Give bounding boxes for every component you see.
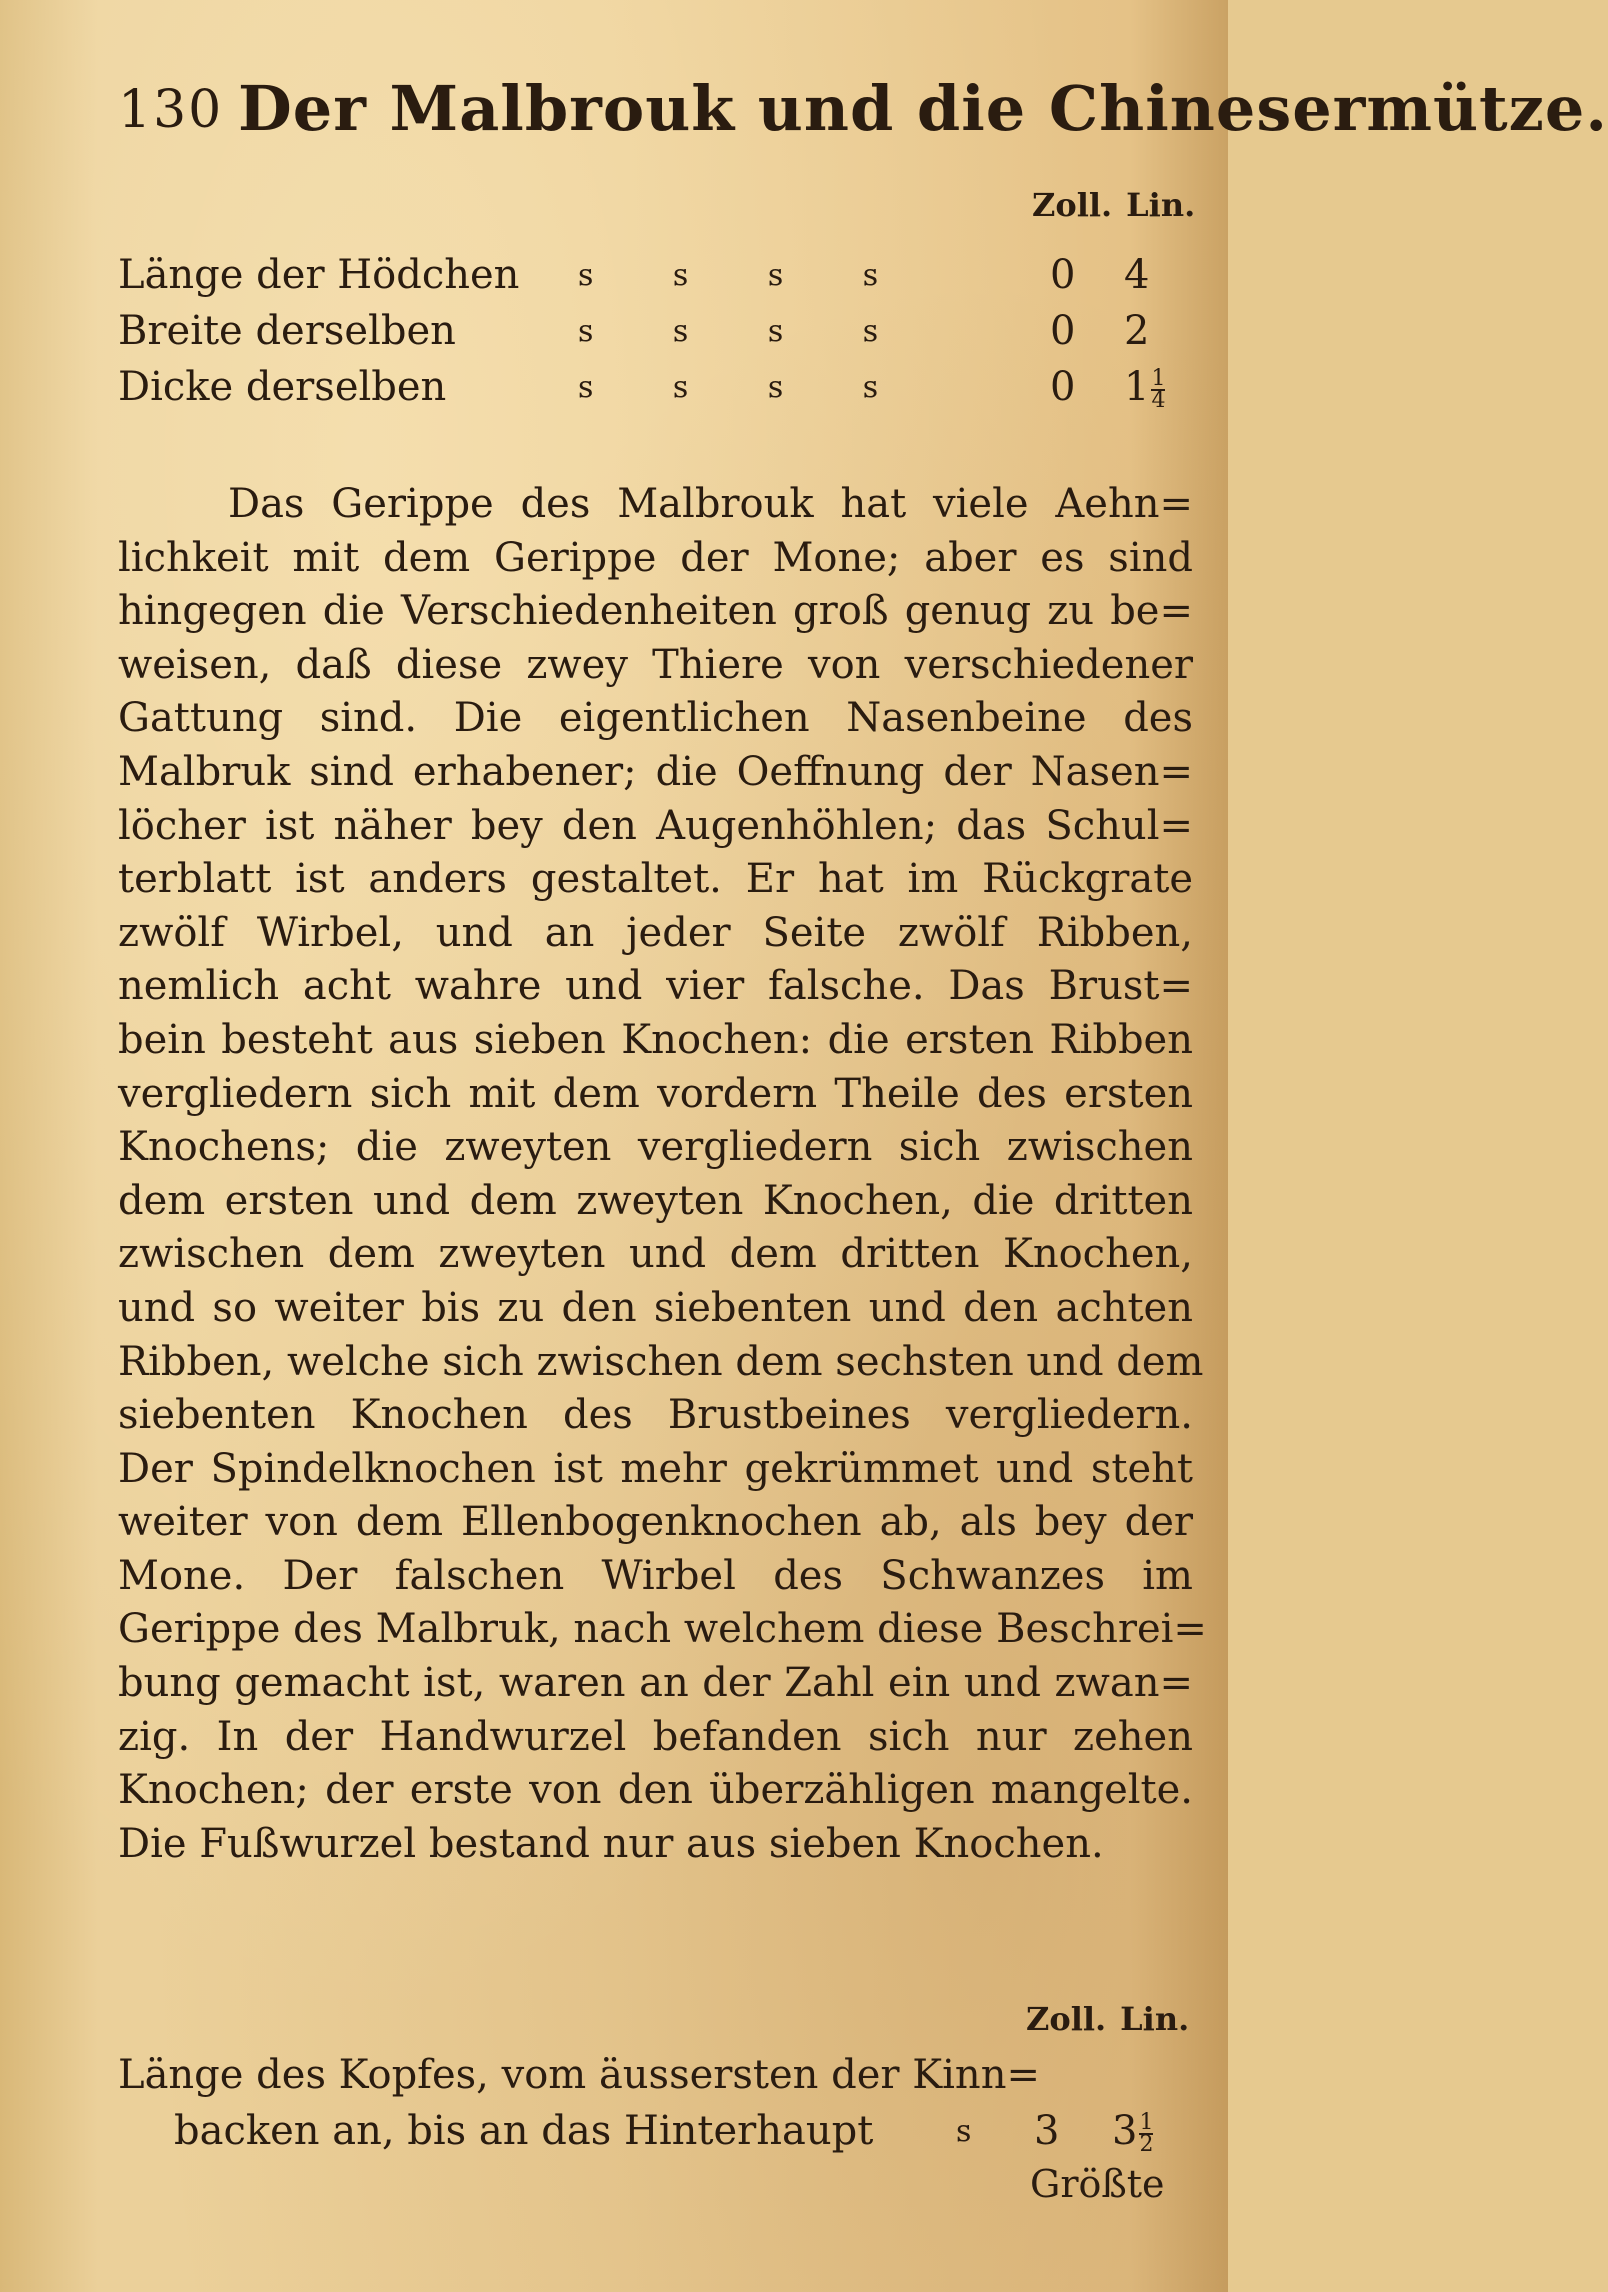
text-line: dem ersten und dem zweyten Knochen, die dritten [118,1177,1193,1224]
measurement-zoll: 3 [1034,2108,1060,2154]
text-line: Gerippe des Malbruk, nach welchem diese Beschrei= [118,1606,1207,1653]
measurement-label: Länge des Kopfes, vom äussersten der Kinn= [118,2052,1040,2098]
measurement-zoll: 0 [1050,252,1076,298]
catchword: Größte [1030,2162,1165,2206]
measurement-lin [1124,308,1149,354]
leader-dot: ꜱ [956,2114,972,2149]
unit-zoll: Zoll. [1026,2000,1107,2038]
fraction-denominator: 4 [1151,388,1166,413]
leader-dots: ꜱ ꜱ ꜱ ꜱ [578,370,879,405]
measurement-label: Länge der Hödchen [118,252,520,298]
running-head: Der Malbrouk und die Chinesermütze. [238,72,1608,145]
measurement-table-1 [118,252,1198,420]
measurement-row [118,308,1198,364]
text-line: nemlich acht wahre und vier falsche. Das Brust= [118,963,1193,1010]
leader-dots: ꜱ ꜱ ꜱ ꜱ [578,258,879,293]
text-line: vergliedern sich mit dem vordern Theile des ersten [118,1070,1193,1117]
text-line: lichkeit mit dem Gerippe der Mone; aber es sind [118,534,1193,581]
text-line: Gattung sind. Die eigentlichen Nasenbeine des [118,695,1193,742]
fraction-numerator: 1 [1139,2110,1154,2135]
text-line: zig. In der Handwurzel befanden sich nur zehen [118,1713,1193,1760]
text-line: zwischen dem zweyten und dem dritten Knochen, [118,1231,1193,1278]
measurement-lin [1124,252,1149,298]
text-line: Knochens; die zweyten vergliedern sich zwischen [118,1124,1193,1171]
text-line: Das Gerippe des Malbrouk hat viele Aehn= [228,481,1193,527]
measurement-zoll: 0 [1050,308,1076,354]
lin-value: 4 [1124,252,1150,298]
units-header-2 [1026,2000,1189,2038]
measurement-label-continued: backen an, bis an das Hinterhaupt [174,2108,874,2154]
units-header-1 [1032,186,1195,224]
lin-value: 1 [1124,364,1150,410]
text-line: weiter von dem Ellenbogenknochen ab, als bey der [118,1499,1193,1546]
leader-dots: ꜱ ꜱ ꜱ ꜱ [578,314,879,349]
lin-value: 3 [1112,2108,1138,2154]
unit-lin: Lin. [1120,2000,1190,2038]
measurement-row [118,364,1198,420]
unit-lin: Lin. [1126,186,1196,224]
text-line: Die Fußwurzel bestand nur aus sieben Knochen. [118,1820,1104,1867]
text-line: terblatt ist anders gestaltet. Er hat im Rückgrate [118,856,1193,903]
text-line: bein besteht aus sieben Knochen: die ersten Ribben [118,1016,1193,1063]
text-line: bung gemacht ist, waren an der Zahl ein und zwan= [118,1660,1193,1707]
measurement-label: Breite derselben [118,308,456,354]
fraction-numerator: 1 [1151,366,1166,391]
text-line: zwölf Wirbel, und an jeder Seite zwölf Ribben, [118,909,1193,956]
text-line: Ribben, welche sich zwischen dem sechsten und dem [118,1338,1204,1385]
page-header [118,58,1608,148]
page-number: 130 [118,80,224,140]
body-paragraph [118,478,1207,1871]
text-line: Mone. Der falschen Wirbel des Schwanzes im [118,1552,1193,1599]
measurement-label: Dicke derselben [118,364,447,410]
text-line: Malbruk sind erhabener; die Oeffnung der Nasen= [118,748,1193,795]
lin-value: 2 [1124,308,1150,354]
measurement-lin [1124,364,1165,411]
measurement-row [118,252,1198,308]
text-line: und so weiter bis zu den siebenten und den achten [118,1284,1193,1331]
fraction [1151,366,1166,413]
text-line: weisen, daß diese zwey Thiere von verschiedener [118,641,1193,688]
text-line: Der Spindelknochen ist mehr gekrümmet und steht [118,1445,1193,1492]
text-line: siebenten Knochen des Brustbeines vergliedern. [118,1392,1193,1439]
text-line: löcher ist näher bey den Augenhöhlen; das Schul= [118,802,1193,849]
measurement-zoll: 0 [1050,364,1076,410]
unit-zoll: Zoll. [1032,186,1113,224]
text-line: Knochen; der erste von den überzähligen mangelte. [118,1767,1193,1814]
measurement-lin [1112,2108,1153,2155]
fraction [1139,2110,1154,2157]
text-line: hingegen die Verschiedenheiten groß genug zu be= [118,588,1193,635]
fraction-denominator: 2 [1139,2132,1154,2157]
